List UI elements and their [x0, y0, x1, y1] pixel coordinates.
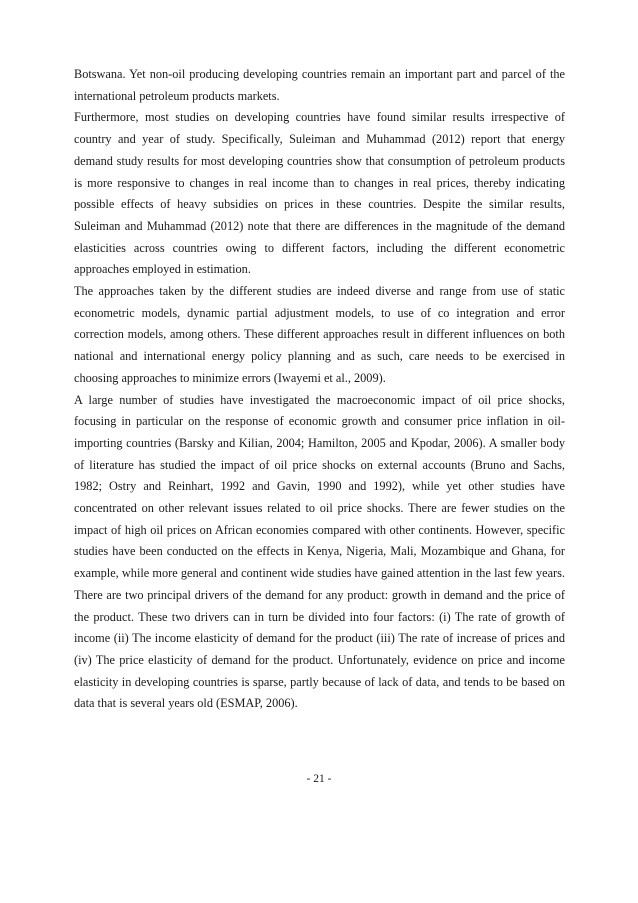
- paragraph-oil-price-shocks: A large number of studies have investigated the macroeconomic impact of oil price shocks, focusing in particular on the response of economic growth and consumer price inflation in oil-importing countries (Barsky and Kilian, 2004; Hamilton, 2005 and Kpodar, 2006). A smaller body of literature has studied the impact of oil price shocks on external accounts (Bruno and Sachs, 1982; Ostry and Reinhart, 1992 and Gavin, 1990 and 1992), while yet other studies have concentrated on other relevant issues related to oil price shocks. There are fewer studies on the impact of high oil prices on African economies compared with other continents. However, specific studies have been conducted on the effects in Kenya, Nigeria, Mali, Mozambique and Ghana, for example, while more general and continent wide studies have gained attention in the last few years. There are two principal drivers of the demand for any product: growth in demand and the price of the product. These two drivers can in turn be divided into four factors: (i) The rate of growth of income (ii) The income elasticity of demand for the product (iii) The rate of increase of prices and (iv) The price elasticity of demand for the product. Unfortunately, evidence on price and income elasticity in developing countries is sparse, partly because of lack of data, and tends to be based on data that is several years old (ESMAP, 2006).: [74, 392, 565, 711]
- page-number: - 21 -: [306, 773, 332, 785]
- paragraph-similar-results: Furthermore, most studies on developing countries have found similar results irrespective of country and year of study. Specifically, Suleiman and Muhammad (2012) report that energy demand study results for most developing countries show that consumption of petroleum products is more responsive to changes in real income than to changes in real prices, thereby indicating possible effects of heavy subsidies on prices in these countries. Despite the similar results, Suleiman and Muhammad (2012) note that there are differences in the magnitude of the demand elasticities across countries owing to different factors, including the different econometric approaches employed in estimation.: [74, 110, 565, 277]
- paragraph-botswana: Botswana. Yet non-oil producing developing countries remain an important part and parcel of the international petroleum products markets.: [74, 67, 565, 103]
- paragraph-approaches: The approaches taken by the different studies are indeed diverse and range from use of static econometric models, dynamic partial adjustment models, to use of co integration and error correction models, among others. These different approaches result in different influences on both national and international energy policy planning and as such, care needs to be exercised in choosing approaches to minimize errors (Iwayemi et al., 2009).: [74, 284, 565, 385]
- body-text: [74, 64, 565, 715]
